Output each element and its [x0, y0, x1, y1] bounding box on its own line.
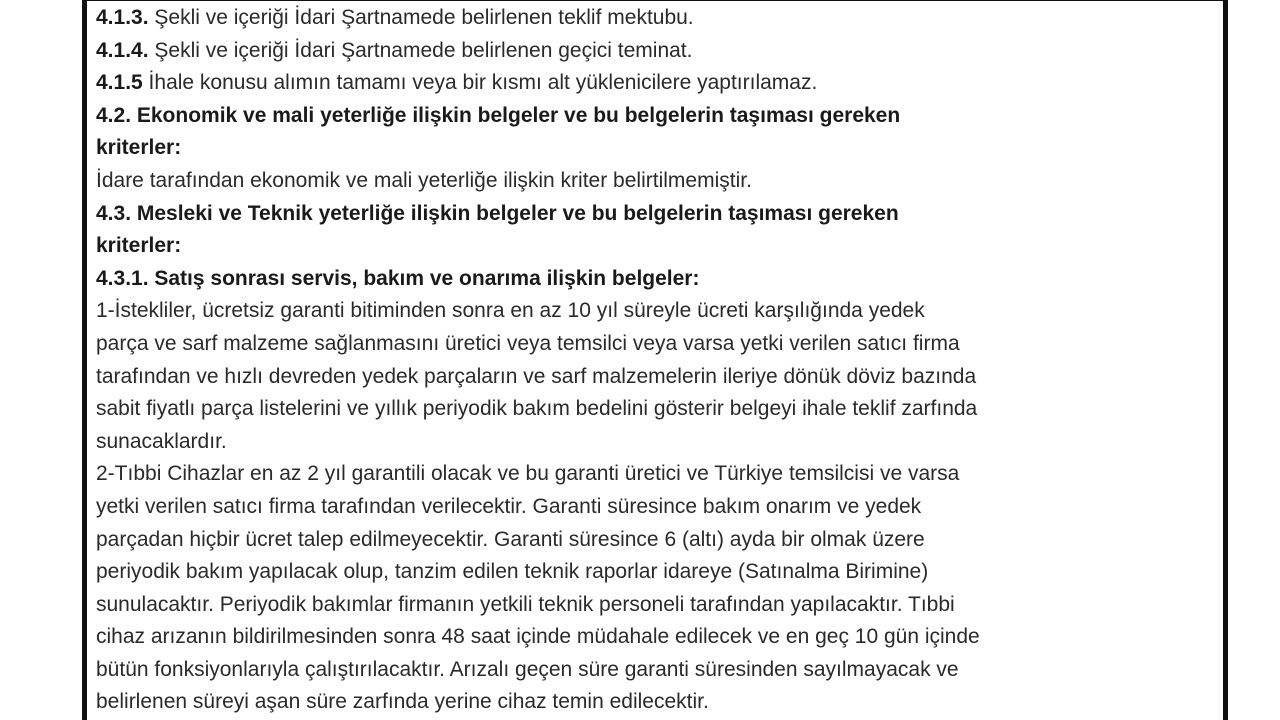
item-4-1-4: [96, 35, 1216, 68]
item-text: Şekli ve içeriği İdari Şartnamede belirlenen teklif mektubu.: [148, 6, 694, 29]
item-text: Şekli ve içeriği İdari Şartnamede belirlenen geçici teminat.: [148, 38, 693, 62]
paragraph-2: [96, 458, 1216, 719]
item-number: 4.1.4.: [96, 38, 149, 62]
paragraph-line: sabit fiyatlı parça listelerini ve yıllık periyodik bakım bedelini gösterir belgeyi ihale teklif zarfında: [96, 397, 978, 421]
paragraph-line: sunacaklardır.: [96, 429, 227, 453]
heading-4-2-cont: kriterler:: [96, 136, 182, 160]
paragraph-line: tarafından ve hızlı devreden yedek parçaların ve sarf malzemelerin ileriye dönük döviz bazında: [96, 364, 977, 388]
heading-4-3-cont: kriterler:: [96, 234, 182, 258]
paragraph-line: parça ve sarf malzeme sağlanmasını üretici veya temsilci veya varsa yetki verilen satıcı firma: [96, 331, 960, 355]
paragraph-1: [96, 295, 1216, 458]
paragraph-line: 2-Tıbbi Cihazlar en az 2 yıl garantili olacak ve bu garanti üretici ve Türkiye temsilcisi ve varsa: [96, 462, 960, 486]
heading-4-2: 4.2. Ekonomik ve mali yeterliğe ilişkin belgeler ve bu belgelerin taşıması gereken: [96, 103, 901, 127]
paragraph-line: bütün fonksiyonlarıyla çalıştırılacaktır. Arızalı geçen süre garanti süresinden sayılmayacak ve: [96, 657, 959, 681]
item-number: 4.1.5: [96, 71, 143, 95]
paragraph-line: belirlenen süreyi aşan süre zarfında yerine cihaz temin edilecektir.: [96, 690, 709, 714]
item-number: 4.1.3.: [96, 6, 149, 29]
heading-4-3: 4.3. Mesleki ve Teknik yeterliğe ilişkin belgeler ve bu belgelerin taşıması gereken: [96, 201, 899, 225]
paragraph-line: yetki verilen satıcı firma tarafından verilecektir. Garanti süresince bakım onarım ve yedek: [96, 494, 922, 518]
item-4-1-3: [96, 2, 1216, 35]
document-body: [96, 2, 1216, 719]
item-text: İhale konusu alımın tamamı veya bir kısmı alt yüklenicilere yaptırılamaz.: [142, 71, 818, 95]
paragraph-4-2: İdare tarafından ekonomik ve mali yeterliğe ilişkin kriter belirtilmemiştir.: [96, 168, 752, 192]
paragraph-line: periyodik bakım yapılacak olup, tanzim edilen teknik raporlar idareye (Satınalma Birimine): [96, 560, 929, 584]
paragraph-line: sunulacaktır. Periyodik bakımlar firmanın yetkili teknik personeli tarafından yapılacaktır. Tıbbi: [96, 592, 955, 616]
item-4-1-5: [96, 67, 1216, 100]
paragraph-line: 1-İstekliler, ücretsiz garanti bitiminden sonra en az 10 yıl süreyle ücreti karşılığında yedek: [96, 299, 925, 323]
heading-4-3-1: 4.3.1. Satış sonrası servis, bakım ve onarıma ilişkin belgeler:: [96, 266, 700, 290]
paragraph-line: cihaz arızanın bildirilmesinden sonra 48 saat içinde müdahale edilecek ve en geç 10 gün içinde: [96, 625, 980, 649]
paragraph-line: parçadan hiçbir ücret talep edilmeyecektir. Garanti süresince 6 (altı) ayda bir olmak üzere: [96, 527, 925, 551]
